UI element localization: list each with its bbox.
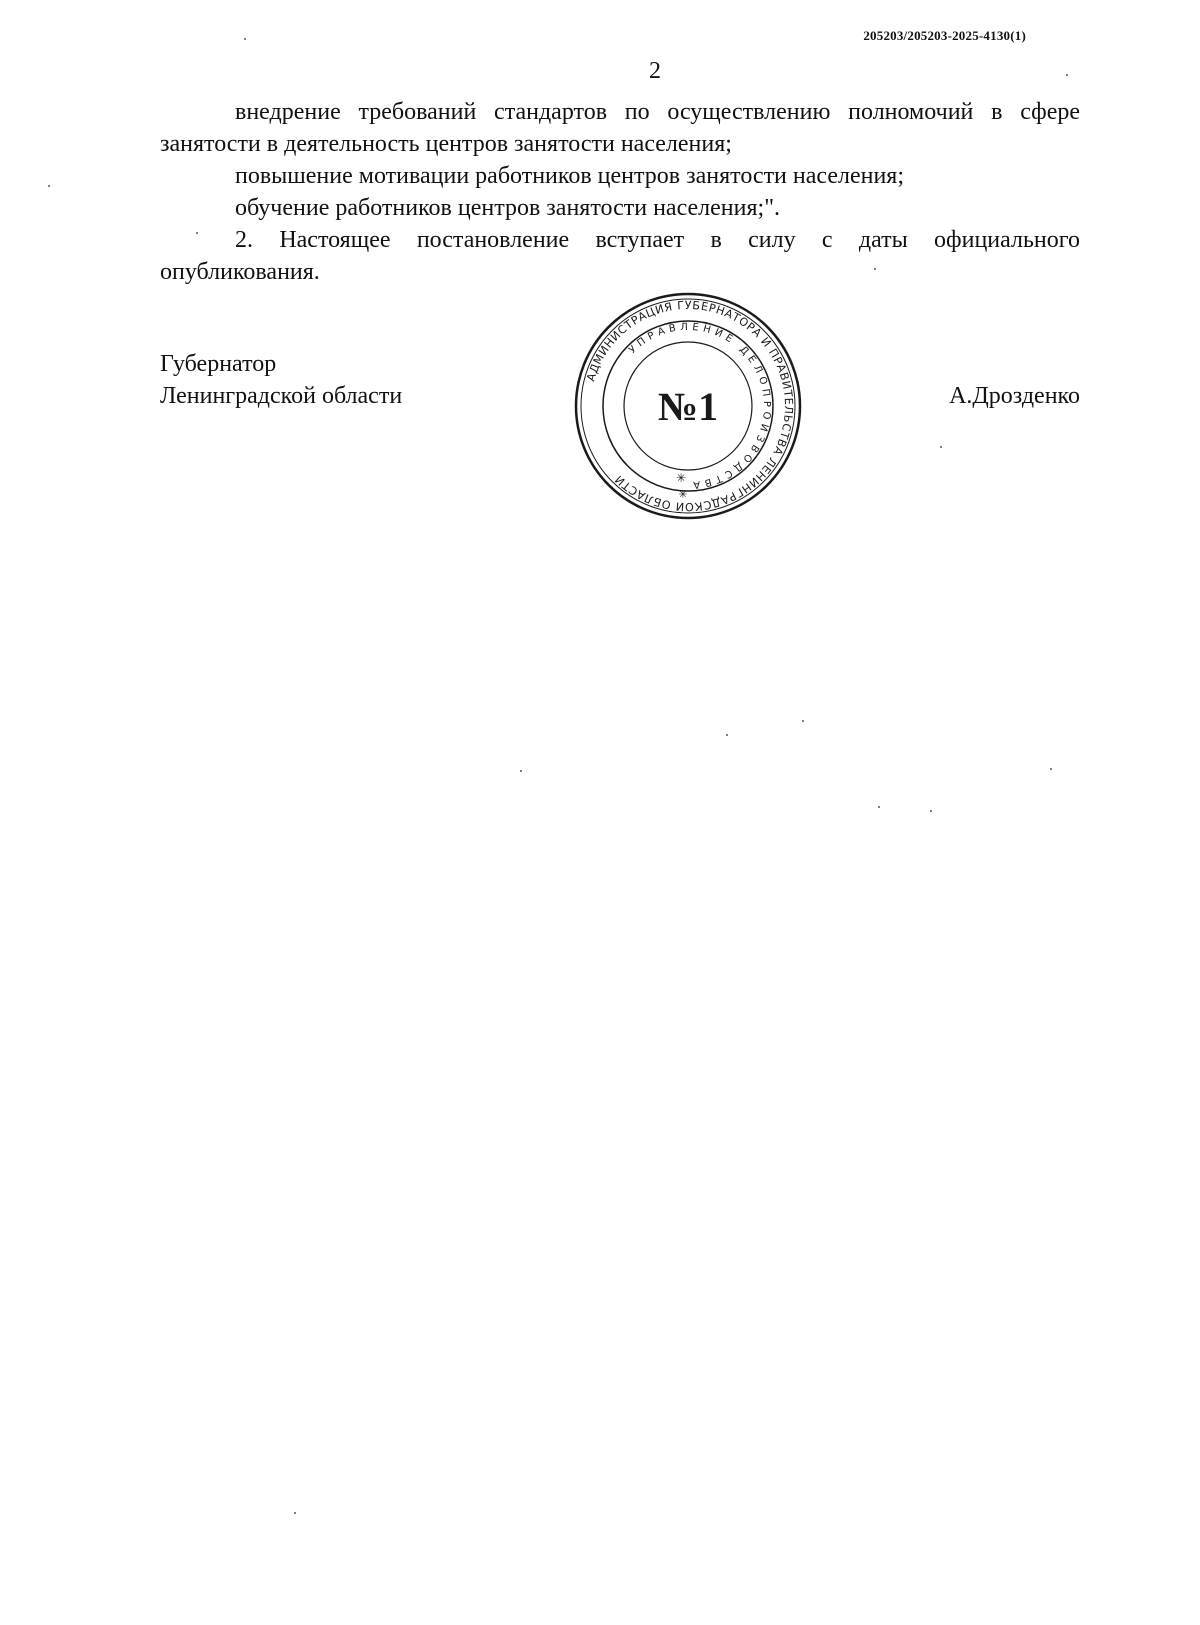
scan-speck — [930, 810, 932, 812]
document-body — [160, 96, 1080, 288]
scan-speck — [48, 185, 50, 187]
paragraph-training: обучение работников центров занятости населения;". — [235, 195, 780, 221]
scan-speck — [294, 1512, 296, 1514]
scan-speck — [1050, 768, 1052, 770]
seal-outer-text: АДМИНИСТРАЦИЯ ГУБЕРНАТОРА И ПРАВИТЕЛЬСТВА ЛЕНИНГРАДСКОЙ ОБЛАСТИ — [584, 298, 796, 514]
scan-speck — [520, 770, 522, 772]
seal-star-icon: ✳ — [675, 471, 687, 485]
signer-region: Ленинградской области — [160, 383, 403, 409]
signer-position: Губернатор — [160, 351, 277, 377]
seal-inner-text: УПРАВЛЕНИЕ ДЕЛОПРОИЗВОДСТВА — [627, 321, 773, 491]
paragraph-effective-date: 2. Настоящее постановление вступает в силу с даты официального опубликования. — [160, 227, 1080, 285]
scan-speck — [244, 38, 246, 40]
scan-speck — [878, 806, 880, 808]
signature-block — [160, 348, 402, 412]
scan-speck — [940, 446, 942, 448]
seal-star-icon-2: ✳ — [678, 488, 688, 501]
scan-speck — [726, 734, 728, 736]
official-seal — [572, 290, 804, 522]
scan-speck — [196, 232, 198, 234]
signer-name: А.Дрозденко — [949, 383, 1080, 409]
scan-speck — [802, 720, 804, 722]
document-id: 205203/205203-2025-4130(1) — [863, 28, 1026, 43]
scan-speck — [1066, 74, 1068, 76]
seal-center-number: №1 — [657, 384, 719, 429]
scan-speck — [874, 268, 876, 270]
paragraph-standards: внедрение требований стандартов по осуществлению полномочий в сфере занятости в деятельность центров занятости населения; — [160, 99, 1080, 157]
paragraph-motivation: повышение мотивации работников центров занятости населения; — [235, 163, 905, 189]
page-number: 2 — [649, 58, 661, 84]
